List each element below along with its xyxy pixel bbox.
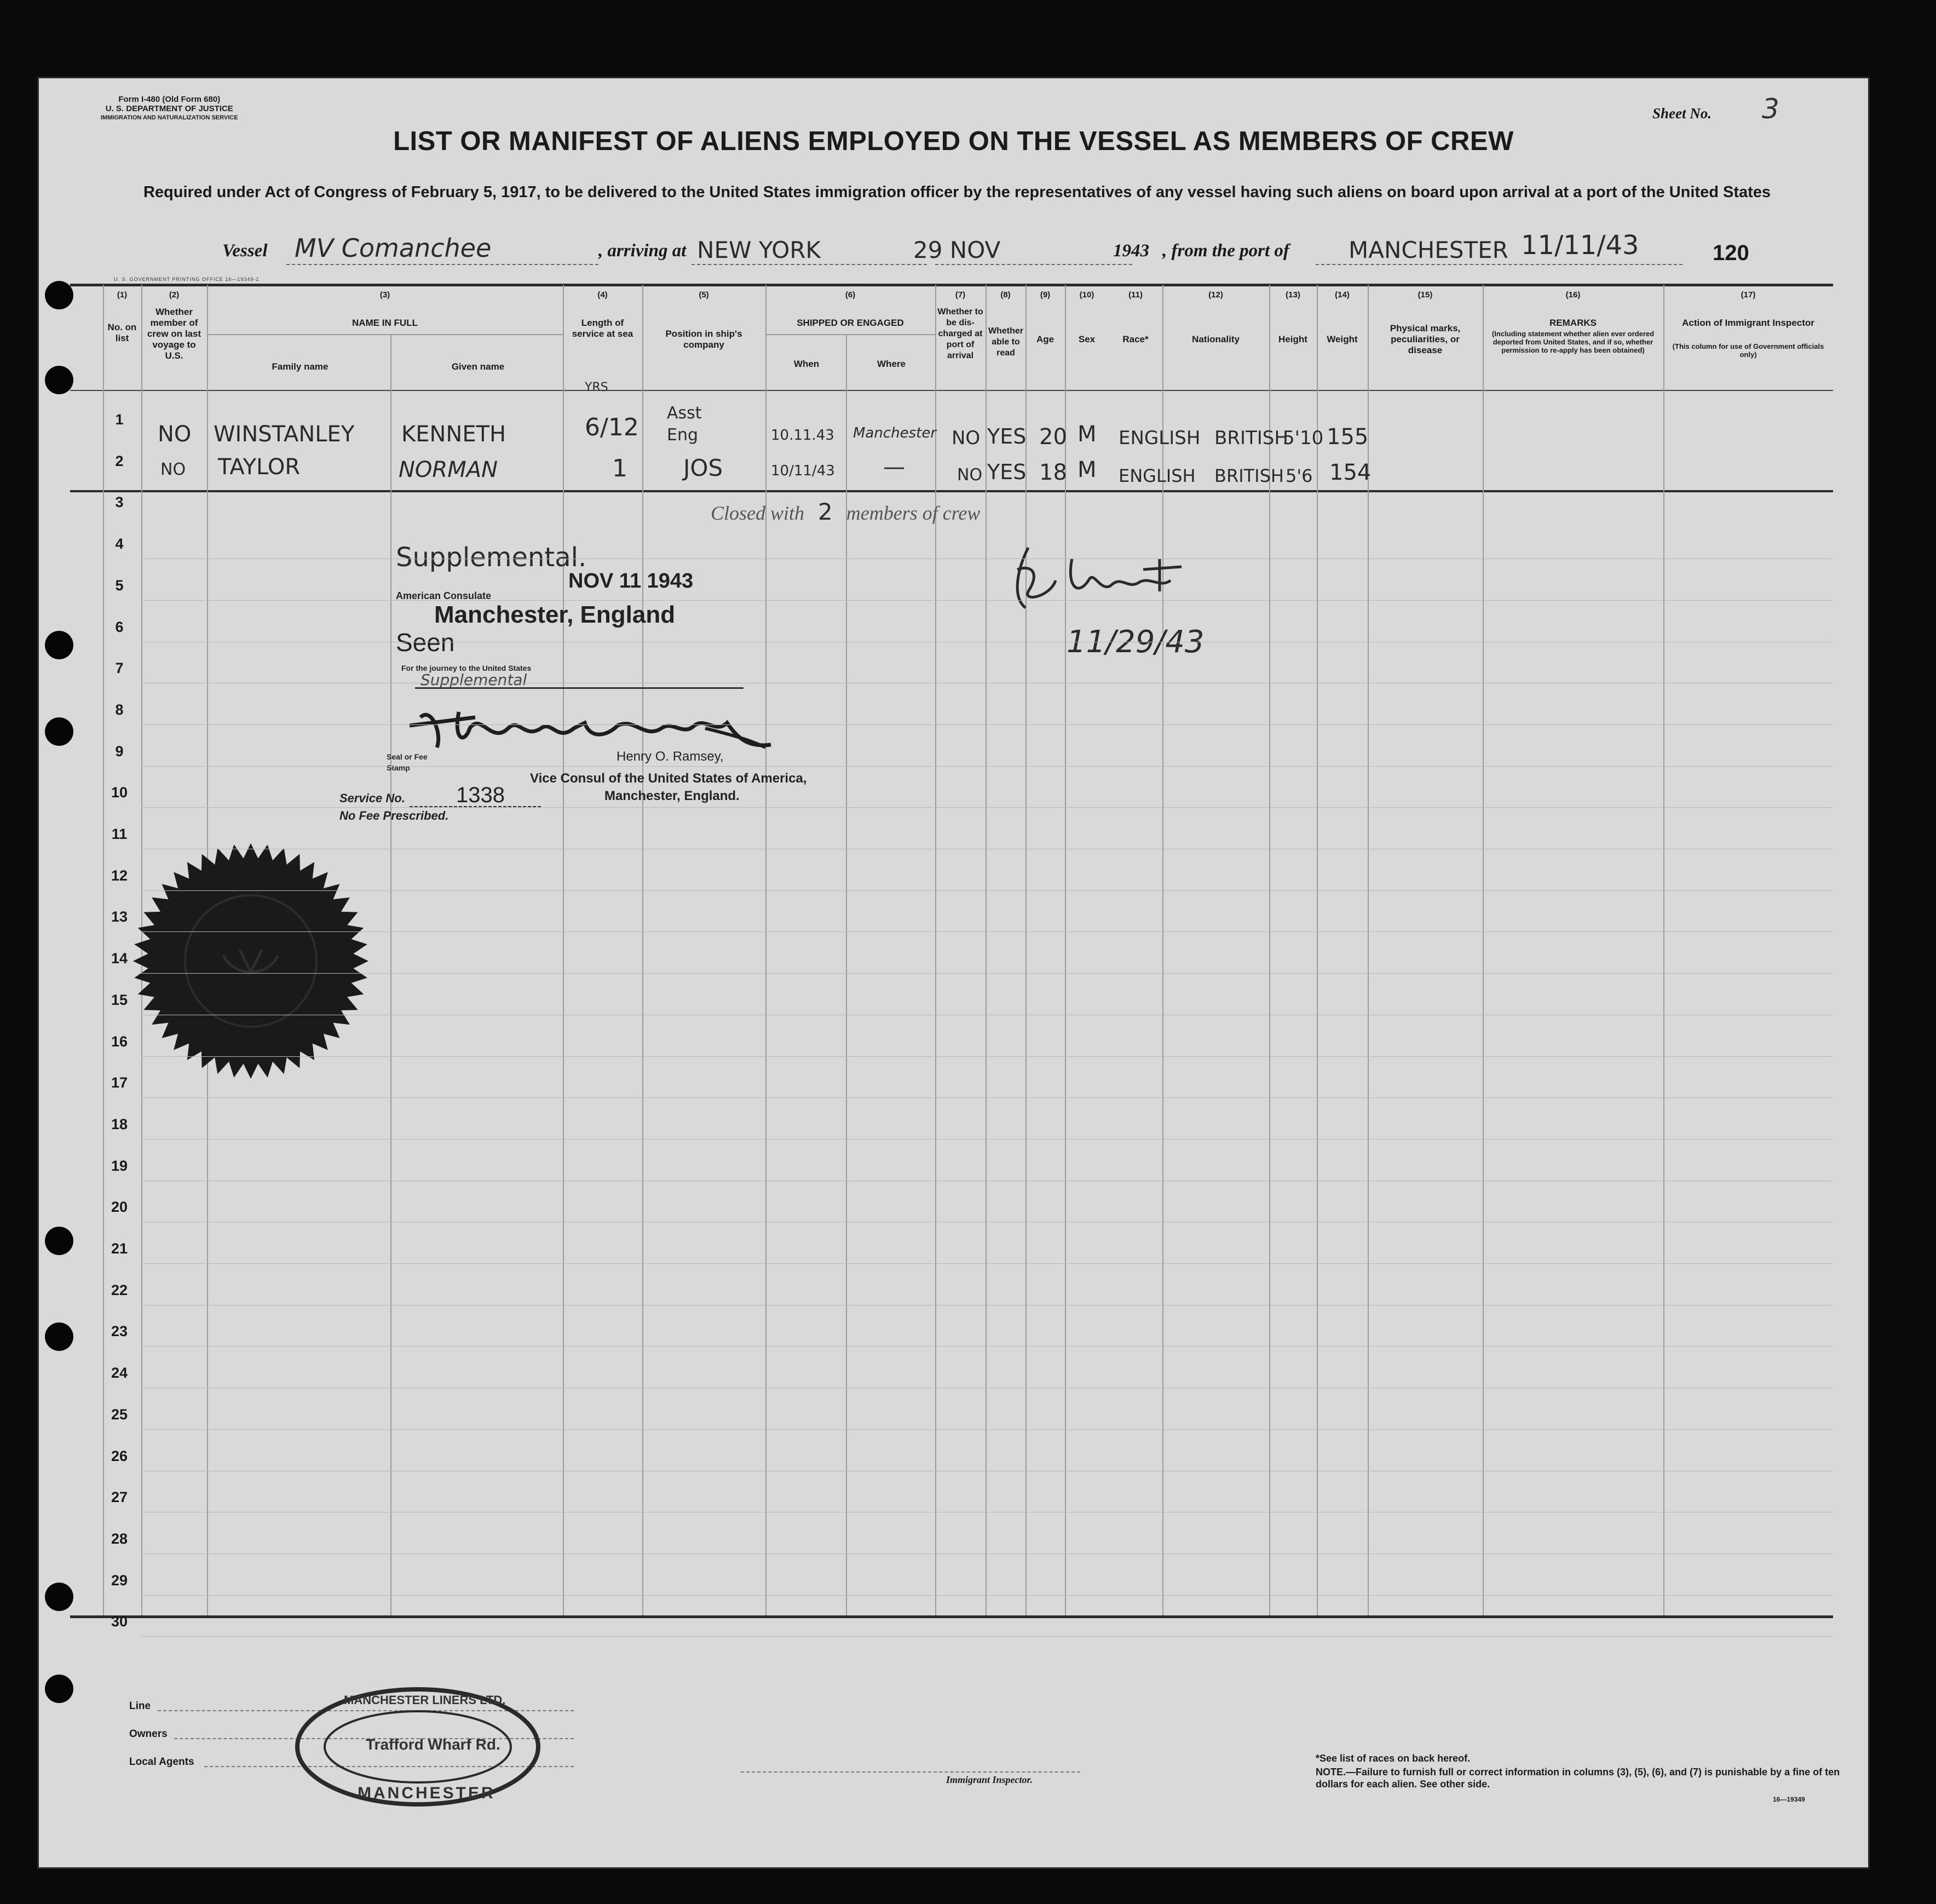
races-note: *See list of races on back hereof.	[1316, 1753, 1471, 1764]
row-number: 15	[111, 991, 128, 1008]
seal-label: Seal or Fee Stamp	[387, 752, 428, 772]
col-head-weight: Weight	[1327, 334, 1358, 344]
row-number: 12	[111, 867, 128, 884]
row1-discharged: NO	[952, 427, 981, 449]
row2-position: JOS	[683, 455, 723, 481]
row1-race: ENGLISH	[1119, 427, 1201, 449]
row-number: 26	[111, 1447, 128, 1464]
journey-handwritten: Supplemental	[420, 671, 527, 689]
row-number: 2	[115, 452, 124, 469]
arrival-year: 1943	[1113, 241, 1149, 261]
col-head-name: NAME IN FULL	[352, 318, 418, 328]
row-rule	[141, 931, 1833, 932]
owners-label: Owners	[129, 1728, 168, 1740]
binder-hole	[45, 366, 73, 394]
row2-sex: M	[1078, 457, 1097, 482]
row1-height: 5'10	[1283, 427, 1324, 449]
page-title: LIST OR MANIFEST OF ALIENS EMPLOYED ON THE VESSEL AS MEMBERS OF CREW	[393, 126, 1514, 156]
row2-discharged: NO	[957, 465, 983, 485]
department: U. S. DEPARTMENT OF JUSTICE	[105, 104, 233, 113]
row-number: 13	[111, 908, 128, 925]
service-unit: YRS	[585, 381, 608, 394]
col-head-shipped: SHIPPED OR ENGAGED	[797, 318, 904, 328]
col-num-9: (9)	[1040, 290, 1051, 300]
binder-hole	[45, 717, 73, 746]
col-head-where: Where	[877, 359, 906, 369]
row1-given-name: KENNETH	[401, 422, 506, 447]
row1-where: Manchester	[853, 425, 937, 441]
row-number: 24	[111, 1365, 128, 1382]
agents-label: Local Agents	[129, 1756, 194, 1768]
row-number: 23	[111, 1323, 128, 1340]
row2-service: 1	[612, 455, 627, 482]
col-line	[846, 334, 847, 1615]
signer-place: Manchester, England.	[604, 789, 740, 803]
vessel-underline	[286, 264, 598, 265]
row1-last-voyage: NO	[158, 422, 192, 447]
penalty-note: NOTE.—Failure to furnish full or correct information in columns (3), (5), (6), and (7) is punishable by a fine of ten dollars for each alien. See other side.	[1316, 1767, 1840, 1790]
col-line	[563, 285, 564, 1615]
row2-where: —	[883, 455, 905, 480]
binder-hole	[45, 1227, 73, 1255]
manifest-page	[37, 77, 1870, 1869]
row-rule	[141, 973, 1833, 974]
col-line	[1025, 285, 1027, 1615]
col-line	[1663, 285, 1664, 1615]
row-rule	[141, 1097, 1833, 1098]
row-number: 16	[111, 1033, 128, 1050]
inspector-line	[741, 1771, 1080, 1773]
header-bottom-rule	[70, 390, 1833, 391]
row-number: 14	[111, 950, 128, 967]
row2-race: ENGLISH	[1119, 465, 1196, 486]
row2-when: 10/11/43	[771, 463, 835, 479]
departure-port: MANCHESTER	[1349, 237, 1508, 263]
col-head-given: Given name	[451, 361, 505, 372]
col-head-no: No. on list	[107, 322, 137, 343]
vice-consul-signature	[388, 695, 782, 756]
journey-strike	[415, 687, 744, 689]
col-line	[1483, 285, 1484, 1615]
row2-age: 18	[1039, 460, 1067, 485]
consulate-city: Manchester, England	[434, 601, 676, 628]
signer-title: Vice Consul of the United States of America,	[530, 771, 807, 786]
row1-service: 6/12	[585, 413, 639, 441]
row-number: 11	[111, 826, 128, 842]
row-number: 30	[111, 1613, 128, 1630]
line-label: Line	[129, 1700, 151, 1712]
row2-read: YES	[987, 460, 1027, 484]
form-code: 16—19349	[1773, 1796, 1805, 1803]
vessel-label: Vessel	[222, 241, 268, 261]
binder-hole	[45, 1583, 73, 1611]
service-name: IMMIGRATION AND NATURALIZATION SERVICE	[101, 114, 238, 121]
col-num-10: (10)	[1079, 290, 1094, 300]
page-subtitle: Required under Act of Congress of February 5, 1917, to be delivered to the United States immigration officer by the representatives of any vessel having such aliens on board upon arrival at a port of the United States	[143, 183, 1771, 201]
binder-hole	[45, 631, 73, 659]
row-number: 7	[115, 660, 124, 677]
inspector-label: Immigrant Inspector.	[946, 1774, 1033, 1785]
col-num-14: (14)	[1335, 290, 1350, 300]
row-number: 25	[111, 1406, 128, 1423]
row1-nationality: BRITISH	[1214, 427, 1288, 449]
row2-weight: 154	[1329, 460, 1372, 485]
col-head-service: Length of service at sea	[572, 318, 633, 339]
journey-label: For the journey to the United States	[401, 664, 532, 672]
arriving-underline	[692, 264, 927, 265]
col-action-note: (This column for use of Government officials only)	[1672, 342, 1824, 359]
row-rule	[141, 1595, 1833, 1596]
col-head-family: Family name	[272, 361, 329, 372]
date-underline	[935, 264, 1132, 265]
row-rule	[141, 1636, 1833, 1637]
row-rule	[141, 1429, 1833, 1430]
row-number: 10	[111, 784, 128, 801]
col-num-12: (12)	[1208, 290, 1223, 300]
col-head-sex: Sex	[1078, 334, 1096, 344]
col-head-discharged: Whether to be dis-charged at port of arrival	[937, 307, 983, 360]
col-num-2: (2)	[169, 290, 180, 300]
from-label: , from the port of	[1162, 241, 1289, 261]
col-num-3: (3)	[379, 290, 390, 300]
vessel-name: MV Comanchee	[295, 233, 492, 263]
row-number: 21	[111, 1240, 128, 1257]
row1-family-name: WINSTANLEY	[214, 422, 355, 447]
col-num-16: (16)	[1565, 290, 1581, 300]
row1-read: YES	[987, 424, 1027, 448]
arrival-date: 29 NOV	[913, 237, 1001, 263]
stamped-number: 120	[1713, 241, 1749, 265]
col-head-read: Whether able to read	[988, 326, 1023, 358]
col-head-physical: Physical marks, peculiarities, or disease	[1390, 323, 1461, 355]
arriving-label: , arriving at	[598, 241, 687, 261]
col-head-height: Height	[1278, 334, 1307, 344]
row-rule	[141, 1346, 1833, 1347]
consulate-label: American Consulate	[396, 590, 492, 601]
row2-given-name: NORMAN	[399, 457, 498, 482]
service-number: 1338	[456, 783, 505, 807]
closed-rule	[70, 490, 1833, 492]
row-number: 1	[115, 411, 124, 428]
col-num-5: (5)	[699, 290, 709, 300]
row-number: 9	[115, 743, 124, 760]
col-num-13: (13)	[1286, 290, 1300, 300]
row-rule	[141, 807, 1833, 808]
closed-suffix: members of crew	[846, 502, 981, 524]
col-head-when: When	[793, 359, 820, 369]
col-head-action: Action of Immigrant Inspector	[1682, 318, 1814, 328]
row1-age: 20	[1039, 424, 1067, 450]
col-num-1: (1)	[117, 290, 128, 300]
inspector-date: 11/29/43	[1067, 624, 1205, 660]
form-number: Form I-480 (Old Form 680)	[118, 95, 221, 104]
col-num-17: (17)	[1741, 290, 1756, 300]
row-number: 22	[111, 1281, 128, 1298]
binder-hole	[45, 281, 73, 309]
row-number: 3	[115, 494, 124, 511]
table-top-rule	[70, 284, 1833, 286]
row-rule	[141, 1139, 1833, 1140]
row-number: 27	[111, 1489, 128, 1506]
supplemental-note: Supplemental.	[396, 542, 587, 573]
row-number: 28	[111, 1530, 128, 1547]
col-head-remarks: REMARKS	[1549, 318, 1597, 328]
stamp-company: MANCHESTER LINERS LTD.	[344, 1693, 506, 1707]
gpo-line: U. S. GOVERNMENT PRINTING OFFICE 16—19349-1	[114, 277, 260, 282]
binder-hole	[45, 1675, 73, 1703]
row-rule	[141, 600, 1833, 601]
row-number: 17	[111, 1074, 128, 1091]
row-number: 6	[115, 618, 124, 635]
row2-nationality: BRITISH	[1214, 465, 1284, 486]
col-head-position: Position in ship's company	[665, 329, 742, 350]
row1-position: Asst Eng	[667, 404, 702, 445]
row-rule	[141, 1056, 1833, 1057]
col-line	[642, 285, 643, 1615]
binder-hole	[45, 1322, 73, 1351]
col-line	[1317, 285, 1318, 1615]
row-number: 29	[111, 1572, 128, 1589]
col-num-15: (15)	[1418, 290, 1433, 300]
name-subhead-rule	[207, 334, 563, 335]
row-rule	[141, 724, 1833, 725]
row-number: 19	[111, 1157, 128, 1174]
col-num-7: (7)	[955, 290, 966, 300]
row1-weight: 155	[1327, 424, 1369, 450]
col-head-last-voyage: Whether member of crew on last voyage to U.S.	[147, 307, 201, 361]
closed-prefix: Closed with	[711, 502, 805, 524]
row2-family-name: TAYLOR	[218, 455, 301, 480]
col-head-nationality: Nationality	[1192, 334, 1240, 344]
col-line	[935, 285, 936, 1615]
service-no-label: Service No.	[339, 791, 405, 805]
row-number: 8	[115, 701, 124, 718]
table-bottom-rule	[70, 1615, 1833, 1618]
row-number: 4	[115, 536, 124, 553]
col-num-4: (4)	[597, 290, 608, 300]
shipped-subhead-rule	[765, 334, 935, 335]
col-head-age: Age	[1036, 334, 1055, 344]
stamp-date: NOV 11 1943	[568, 570, 694, 593]
row2-height: 5'6	[1286, 465, 1313, 486]
col-line	[765, 285, 767, 1615]
form-meta	[101, 95, 238, 123]
row-rule	[141, 1263, 1833, 1264]
seen-stamp: Seen	[396, 628, 455, 657]
col-num-8: (8)	[1000, 290, 1011, 300]
inspector-signature	[995, 537, 1225, 619]
embossed-seal-icon	[130, 841, 371, 1082]
sheet-number: 3	[1762, 93, 1779, 125]
col-remarks-note: (Including statement whether alien ever ordered deported from United States, and if so, whether permission to re-apply has been obtained)	[1491, 330, 1655, 354]
row-rule	[141, 766, 1833, 767]
departure-date: 11/11/43	[1521, 230, 1639, 261]
col-head-race: Race*	[1122, 334, 1149, 344]
col-line	[390, 334, 391, 1615]
col-num-11: (11)	[1128, 290, 1143, 300]
no-fee: No Fee Prescribed.	[339, 809, 449, 822]
stamp-street: Trafford Wharf Rd.	[366, 1736, 500, 1753]
port-underline	[1316, 264, 1683, 265]
stamp-city: MANCHESTER	[358, 1784, 495, 1802]
row-number: 18	[111, 1115, 128, 1132]
row-number: 20	[111, 1199, 128, 1216]
col-line	[986, 285, 987, 1615]
sheet-label: Sheet No.	[1652, 105, 1712, 122]
row1-sex: M	[1078, 422, 1097, 447]
row1-when: 10.11.43	[771, 427, 834, 444]
closed-count: 2	[818, 498, 833, 525]
signer-name: Henry O. Ramsey,	[616, 749, 724, 764]
row2-last-voyage: NO	[160, 460, 186, 479]
row-number: 5	[115, 577, 124, 594]
closed-line	[711, 498, 980, 525]
col-num-6: (6)	[845, 290, 856, 300]
row-rule	[141, 890, 1833, 891]
arriving-port: NEW YORK	[697, 237, 821, 263]
